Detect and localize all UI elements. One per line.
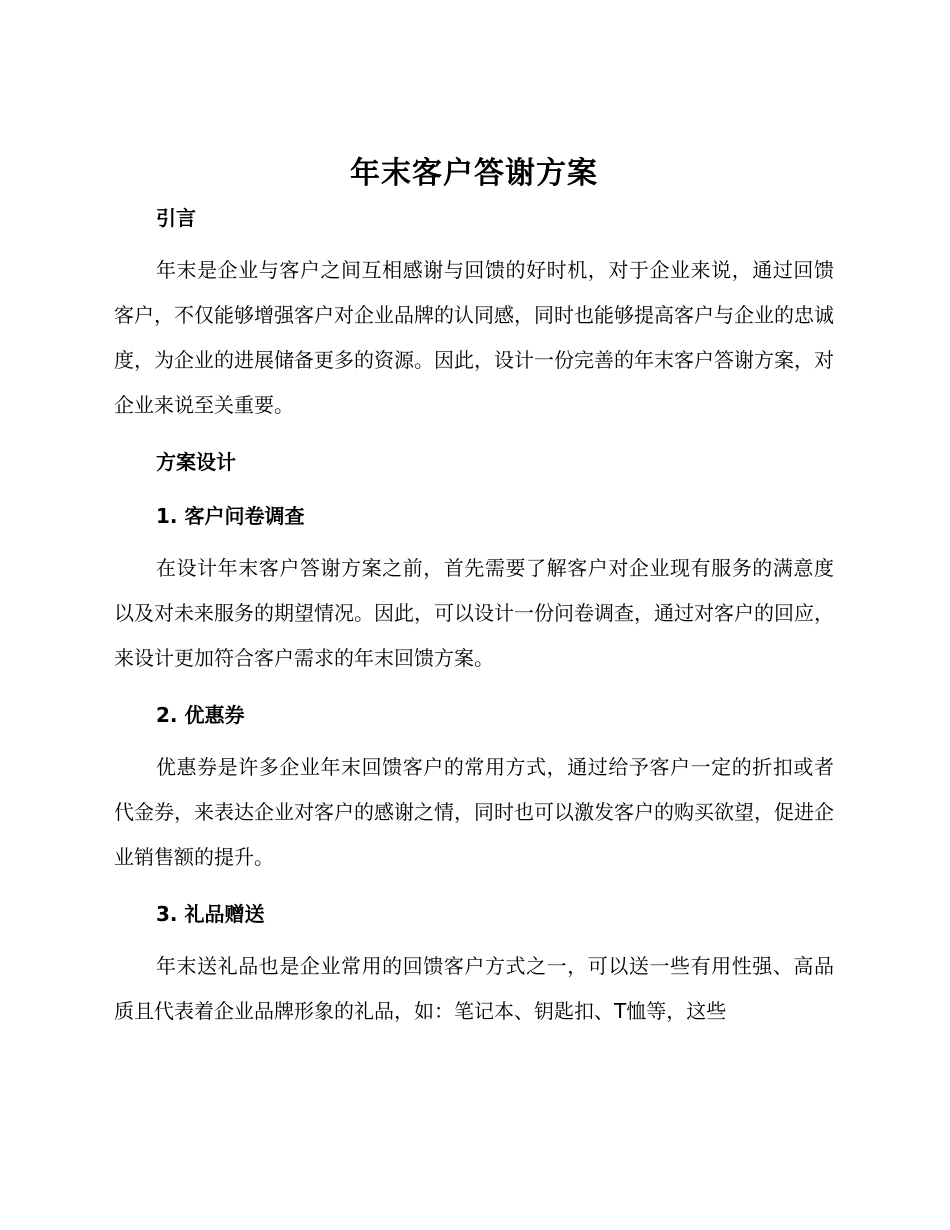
intro-paragraph: 年末是企业与客户之间互相感谢与回馈的好时机，对于企业来说，通过回馈客户，不仅能够增强客户对企业品牌的认同感，同时也能够提高客户与企业的忠诚度，为企业的进展储备更多的资源。因此，设计一份完善的年末客户答谢方案，对企业来说至关重要。 [114,258,834,417]
design-heading: 方案设计 [156,450,236,474]
document-title: 年末客户答谢方案 [350,156,598,191]
section-paragraph-gift: 年末送礼品也是企业常用的回馈客户方式之一，可以送一些有用性强、高品质且代表着企业品牌形象的礼品，如：笔记本、钥匙扣、T恤等，这些 [114,954,834,1023]
section-heading-gift: 3. 礼品赠送 [156,902,265,926]
section-heading-coupon: 2. 优惠券 [156,703,245,727]
section-heading-survey: 1. 客户问卷调查 [156,504,305,528]
section-paragraph-survey: 在设计年末客户答谢方案之前，首先需要了解客户对企业现有服务的满意度以及对未来服务的期望情况。因此，可以设计一份问卷调查，通过对客户的回应，来设计更加符合客户需求的年末回馈方案。 [114,556,834,670]
intro-heading: 引言 [156,206,196,230]
document-body [114,150,834,1034]
section-paragraph-coupon: 优惠券是许多企业年末回馈客户的常用方式，通过给予客户一定的折扣或者代金券，来表达企业对客户的感谢之情，同时也可以激发客户的购买欲望，促进企业销售额的提升。 [114,755,834,869]
